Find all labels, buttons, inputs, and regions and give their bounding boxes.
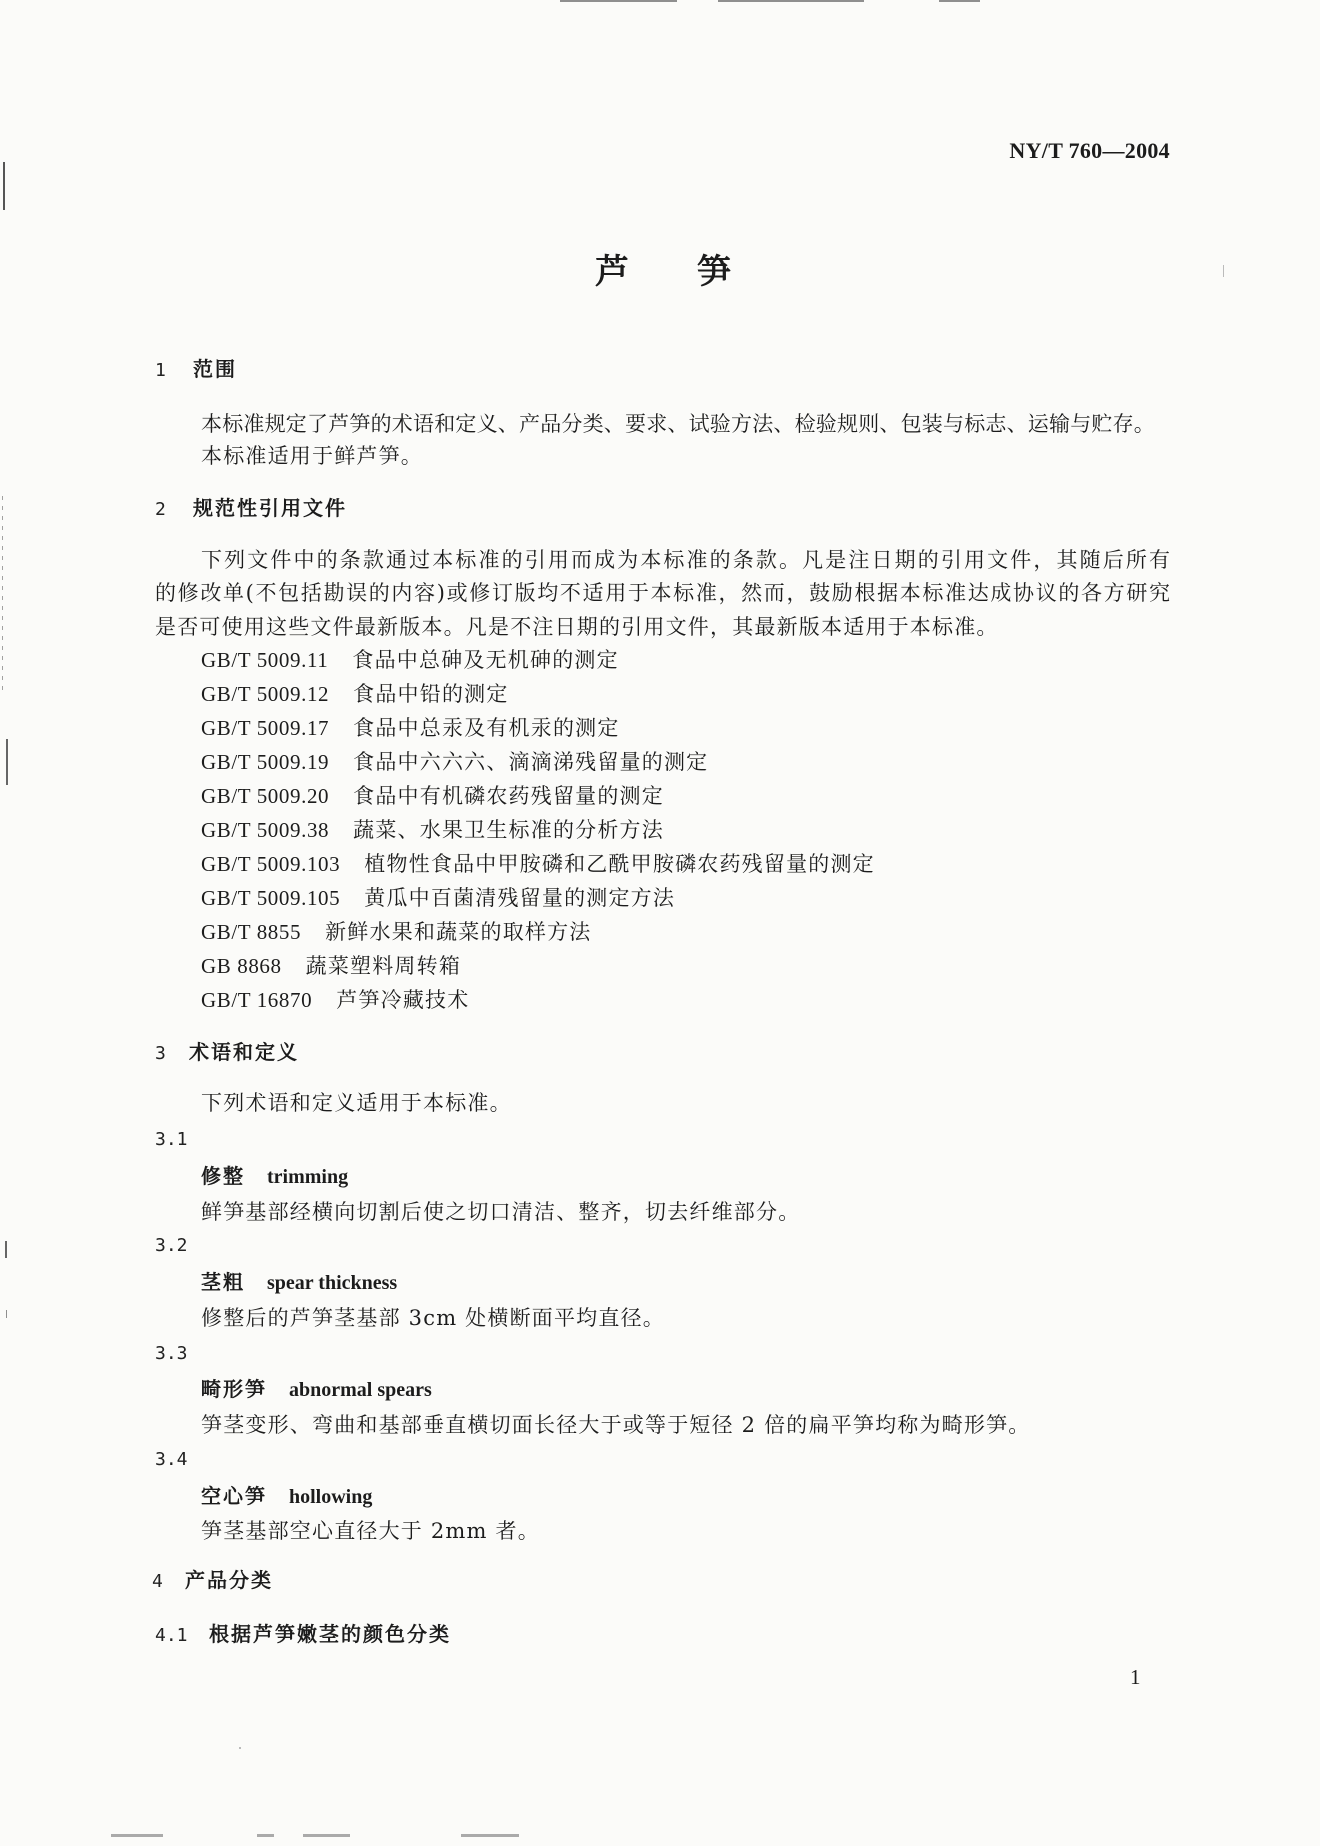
clause-number: 3.4: [155, 1449, 188, 1470]
term-english: abnormal spears: [289, 1379, 432, 1401]
term-chinese: 畸形笋: [201, 1377, 267, 1401]
term-english: spear thickness: [267, 1272, 398, 1294]
reference-code: GB 8868: [201, 954, 282, 978]
reference-code: GB/T 5009.11: [201, 648, 329, 672]
reference-item: [201, 815, 664, 845]
reference-item: [201, 883, 675, 913]
reference-title: 黄瓜中百菌清残留量的测定方法: [364, 886, 676, 910]
term-definition: 笋茎基部空心直径大于 2mm 者。: [201, 1519, 540, 1543]
term-english: hollowing: [289, 1486, 373, 1508]
section-heading: [155, 354, 237, 386]
title-char: 笋: [697, 252, 731, 292]
reference-title: 食品中总汞及有机汞的测定: [353, 716, 620, 740]
reference-code: GB/T 5009.19: [201, 750, 330, 774]
section-number: 4: [152, 1571, 163, 1592]
reference-code: GB/T 16870: [201, 988, 313, 1012]
paragraph-line: 下列文件中的条款通过本标准的引用而成为本标准的条款。凡是注日期的引用文件，其随后所有: [201, 548, 1170, 572]
clause-number: 3.1: [155, 1129, 188, 1150]
reference-title: 新鲜水果和蔬菜的取样方法: [325, 920, 592, 944]
reference-title: 食品中六六六、滴滴涕残留量的测定: [353, 750, 709, 774]
clause-number: 3.3: [155, 1343, 188, 1364]
reference-code: GB/T 5009.17: [201, 716, 330, 740]
term-entry: [201, 1481, 372, 1513]
reference-title: 蔬菜塑料周转箱: [305, 954, 462, 978]
scan-mark: [939, 0, 980, 2]
term-chinese: 空心笋: [201, 1484, 267, 1508]
reference-title: 食品中铅的测定: [353, 682, 509, 706]
reference-code: GB/T 5009.12: [201, 682, 330, 706]
reference-title: 植物性食品中甲胺磷和乙酰甲胺磷农药残留量的测定: [364, 852, 875, 876]
scan-mark: [560, 0, 677, 2]
term-definition: 笋茎变形、弯曲和基部垂直横切面长径大于或等于短径 2 倍的扁平笋均称为畸形笋。: [201, 1413, 1031, 1437]
scan-mark: [461, 1834, 519, 1837]
reference-code: GB/T 5009.38: [201, 818, 330, 842]
term-chinese: 修整: [201, 1164, 245, 1188]
scan-mark: [6, 1310, 7, 1318]
term-entry: [201, 1374, 432, 1406]
reference-item: [201, 781, 664, 811]
reference-title: 芦笋冷藏技术: [336, 988, 470, 1012]
reference-title: 食品中总砷及无机砷的测定: [352, 648, 619, 672]
title-char: 芦: [595, 252, 629, 292]
section-heading: [155, 1037, 299, 1069]
reference-item: [201, 951, 461, 981]
reference-item: [201, 985, 469, 1015]
section-number: 2: [155, 499, 166, 520]
subsection-number: 4.1: [155, 1625, 188, 1646]
section-title: 范围: [193, 357, 237, 381]
reference-item: [201, 747, 708, 777]
paragraph-line: 是否可使用这些文件最新版本。凡是不注日期的引用文件，其最新版本适用于本标准。: [155, 615, 999, 639]
section-number: 1: [155, 360, 166, 381]
standard-code: NY/T 760—2004: [1009, 138, 1170, 163]
paragraph-line: 下列术语和定义适用于本标准。: [201, 1091, 512, 1115]
paragraph-line: 的修改单(不包括勘误的内容)或修订版均不适用于本标准，然而，鼓励根据本标准达成协议的各方研究: [155, 581, 1170, 605]
scan-mark: [239, 1747, 241, 1749]
scan-mark: [2, 496, 3, 692]
term-english: trimming: [267, 1166, 349, 1188]
subsection-heading: [155, 1619, 451, 1651]
section-title: 术语和定义: [189, 1040, 299, 1064]
scan-mark: [5, 1241, 7, 1258]
paragraph-line: 本标准规定了芦笋的术语和定义、产品分类、要求、试验方法、检验规则、包装与标志、运输与贮存。: [201, 412, 1155, 436]
reference-title: 蔬菜、水果卫生标准的分析方法: [353, 818, 664, 842]
section-number: 3: [155, 1043, 166, 1064]
scan-mark: [1223, 265, 1224, 277]
reference-title: 食品中有机磷农药残留量的测定: [353, 784, 664, 808]
reference-code: GB/T 5009.20: [201, 784, 330, 808]
scan-mark: [111, 1834, 163, 1837]
term-definition: 修整后的芦笋茎基部 3cm 处横断面平均直径。: [201, 1306, 665, 1330]
scan-mark: [718, 0, 864, 2]
reference-item: [201, 713, 620, 743]
section-title: 规范性引用文件: [193, 496, 347, 520]
reference-code: GB/T 5009.105: [201, 886, 341, 910]
reference-item: [201, 917, 592, 947]
scan-mark: [303, 1834, 350, 1837]
section-title: 产品分类: [185, 1568, 273, 1592]
section-heading: [155, 493, 347, 525]
term-entry: [201, 1267, 397, 1299]
section-heading: [152, 1565, 273, 1597]
scan-mark: [6, 739, 8, 785]
reference-item: [201, 645, 619, 675]
reference-code: GB/T 8855: [201, 920, 302, 944]
term-chinese: 茎粗: [201, 1270, 245, 1294]
reference-item: [201, 849, 875, 879]
term-entry: [201, 1161, 348, 1193]
term-definition: 鲜笋基部经横向切割后使之切口清洁、整齐，切去纤维部分。: [201, 1200, 801, 1224]
page-number: 1: [1130, 1665, 1141, 1689]
reference-code: GB/T 5009.103: [201, 852, 341, 876]
scan-mark: [3, 162, 5, 210]
paragraph-line: 本标准适用于鲜芦笋。: [201, 444, 423, 468]
clause-number: 3.2: [155, 1235, 188, 1256]
scan-mark: [257, 1834, 274, 1837]
subsection-title: 根据芦笋嫩茎的颜色分类: [209, 1622, 451, 1646]
reference-item: [201, 679, 509, 709]
